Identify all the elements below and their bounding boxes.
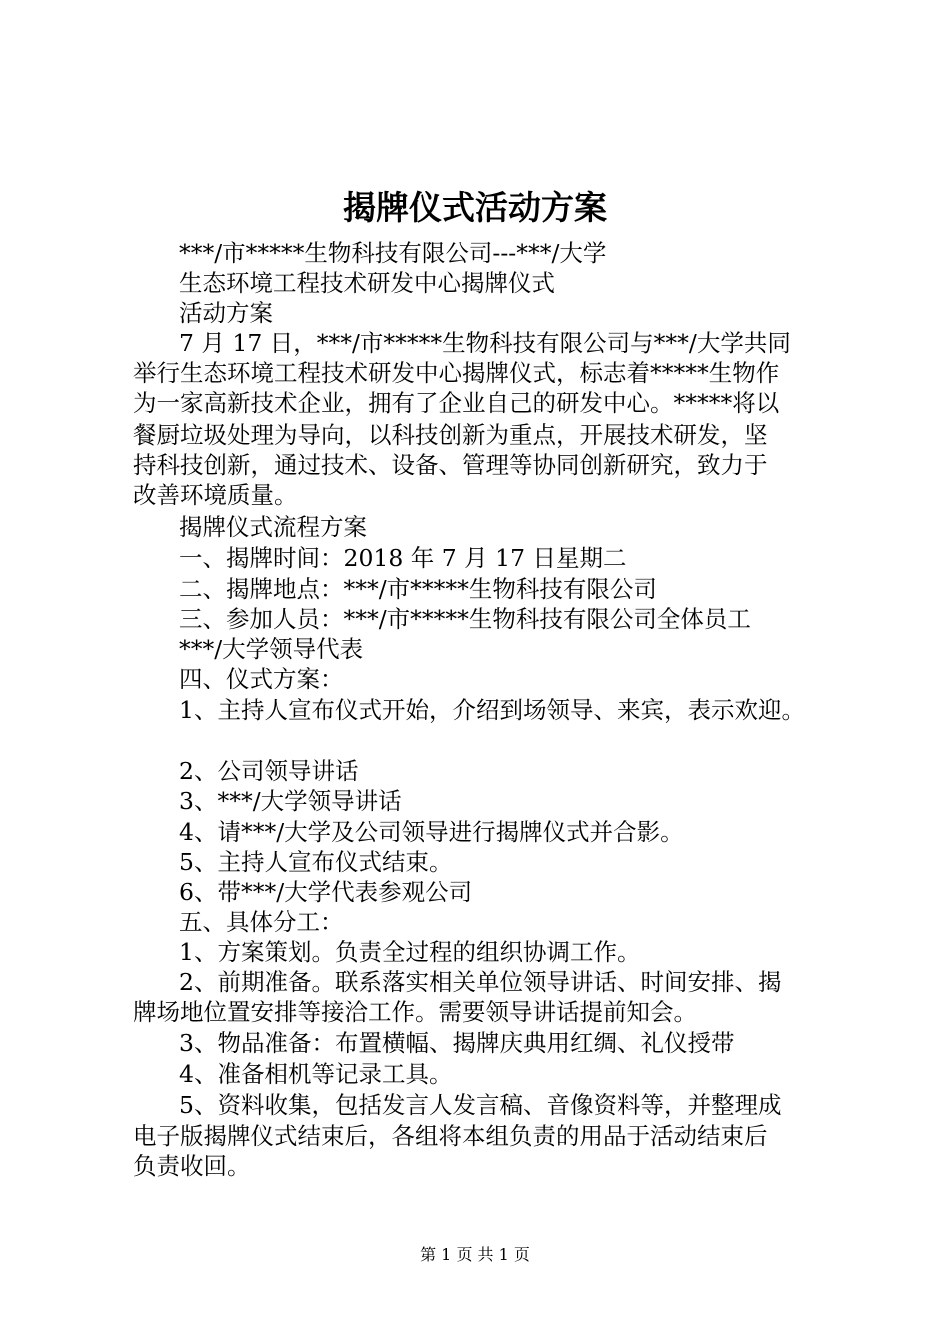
ceremony-heading: 四、仪式方案： <box>179 665 344 693</box>
division-item: 4、准备相机等记录工具。 <box>179 1060 453 1088</box>
intro-line: 改善环境质量。 <box>133 481 298 509</box>
ceremony-place: 二、揭牌地点：***/市*****生物科技有限公司 <box>179 575 657 603</box>
header-line: ***/市*****生物科技有限公司---***/大学 <box>179 239 607 267</box>
intro-line: 为一家高新技术企业，拥有了企业自己的研发中心。*****将以 <box>133 389 780 417</box>
ceremony-step: 6、带***/大学代表参观公司 <box>179 878 473 906</box>
division-item: 2、前期准备。联系落实相关单位领导讲话、时间安排、揭 <box>179 968 782 996</box>
intro-line: 举行生态环境工程技术研发中心揭牌仪式，标志着*****生物作 <box>133 359 780 387</box>
division-item-continued: 电子版揭牌仪式结束后，各组将本组负责的用品于活动结束后 <box>133 1122 768 1150</box>
division-item: 5、资料收集，包括发言人发言稿、音像资料等，并整理成 <box>179 1091 782 1119</box>
attendees-line-2: ***/大学领导代表 <box>179 635 364 663</box>
intro-line: 餐厨垃圾处理为导向，以科技创新为重点，开展技术研发，坚 <box>133 421 768 449</box>
process-heading: 揭牌仪式流程方案 <box>179 513 367 541</box>
intro-line: 7 月 17 日，***/市*****生物科技有限公司与***/大学共同 <box>179 329 791 357</box>
division-heading: 五、具体分工： <box>179 908 344 936</box>
ceremony-step: 5、主持人宣布仪式结束。 <box>179 848 453 876</box>
document-title: 揭牌仪式活动方案 <box>343 188 607 227</box>
ceremony-step: 4、请***/大学及公司领导进行揭牌仪式并合影。 <box>179 818 684 846</box>
ceremony-step: 2、公司领导讲话 <box>179 757 359 785</box>
intro-line: 持科技创新，通过技术、设备、管理等协同创新研究，致力于 <box>133 451 768 479</box>
header-line: 生态环境工程技术研发中心揭牌仪式 <box>179 269 555 297</box>
division-item-continued: 负责收回。 <box>133 1152 251 1180</box>
ceremony-step: 1、主持人宣布仪式开始，介绍到场领导、来宾，表示欢迎。 <box>179 696 805 724</box>
page-number: 第 1 页 共 1 页 <box>420 1245 530 1264</box>
attendees: 三、参加人员：***/市*****生物科技有限公司全体员工 <box>179 605 751 633</box>
ceremony-time: 一、揭牌时间：2018 年 7 月 17 日星期二 <box>179 544 627 572</box>
header-line: 活动方案 <box>179 299 273 327</box>
division-item: 1、方案策划。负责全过程的组织协调工作。 <box>179 938 641 966</box>
division-item: 3、物品准备：布置横幅、揭牌庆典用红绸、礼仪授带 <box>179 1029 735 1057</box>
division-item-continued: 牌场地位置安排等接洽工作。需要领导讲话提前知会。 <box>133 998 697 1026</box>
ceremony-step: 3、***/大学领导讲话 <box>179 787 402 815</box>
